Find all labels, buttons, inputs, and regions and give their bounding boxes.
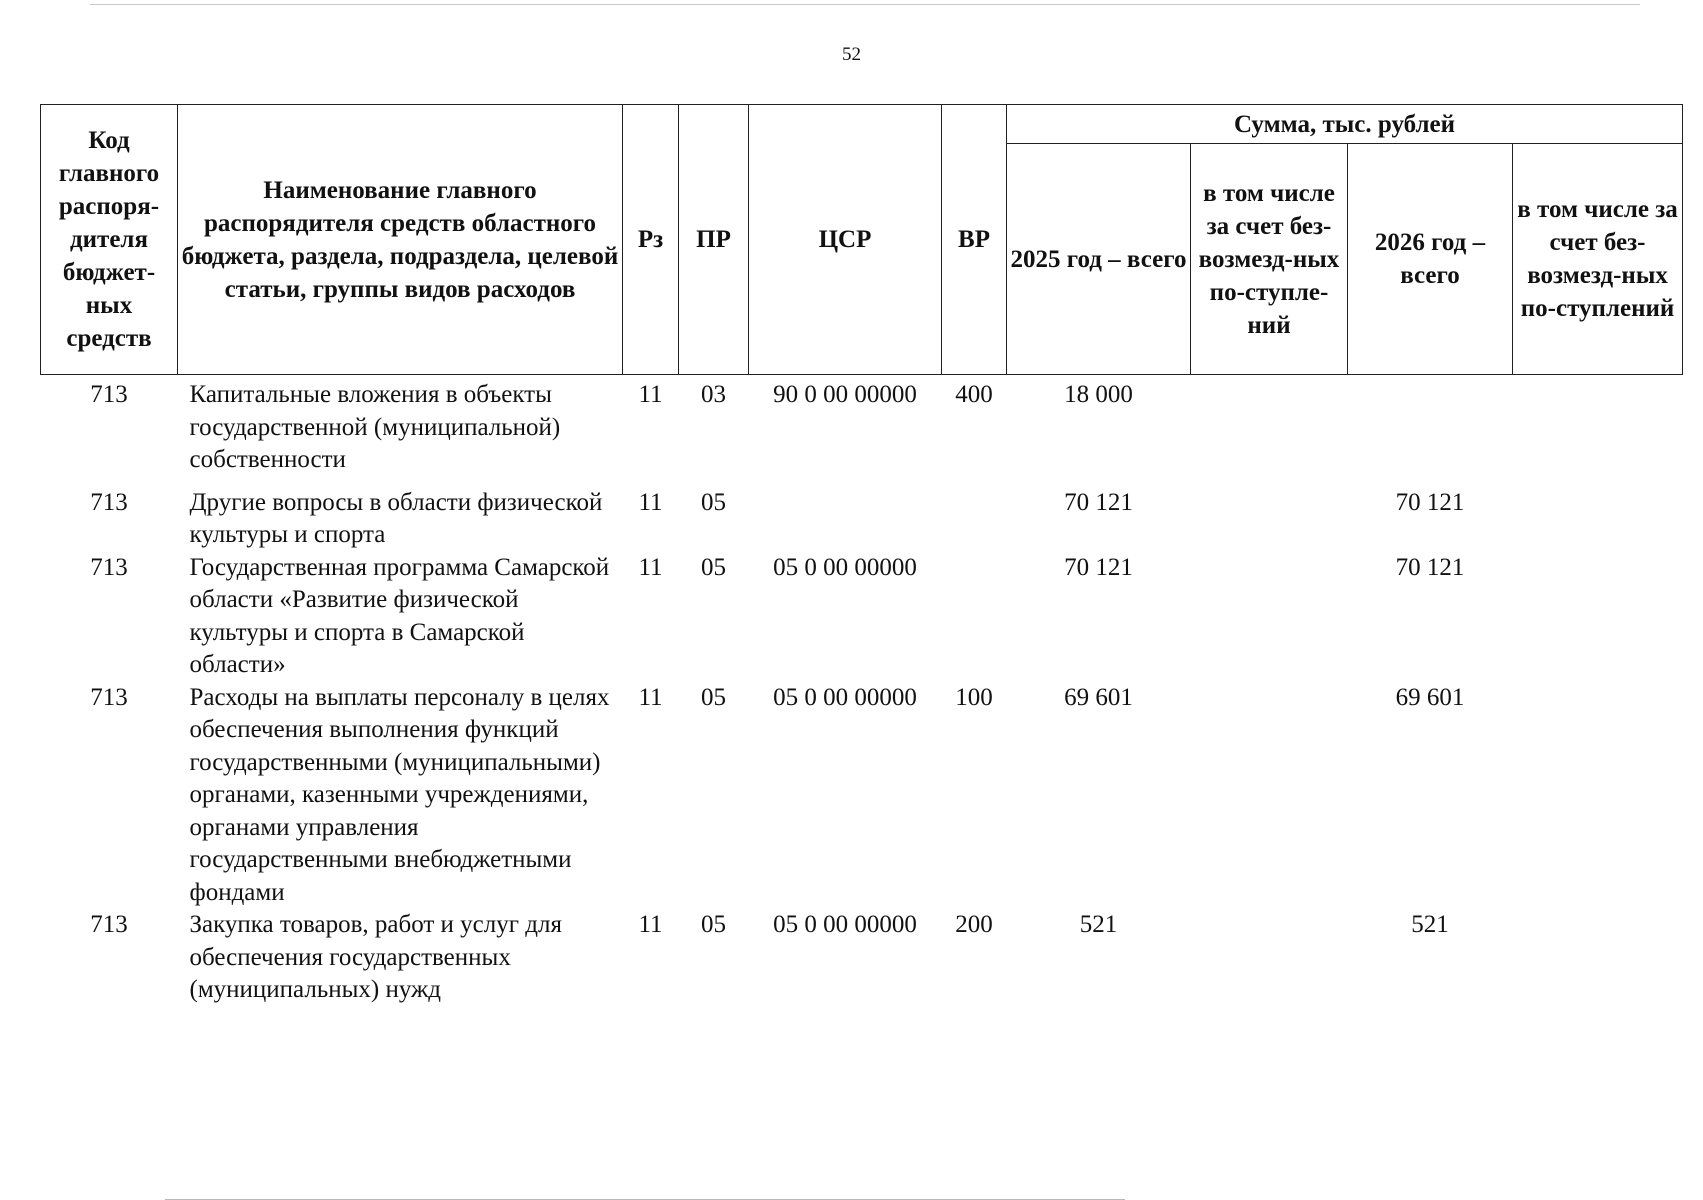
cell-2025-grants bbox=[1191, 552, 1348, 682]
cell-vr: 100 bbox=[955, 683, 993, 711]
cell-2025-grants bbox=[1191, 375, 1348, 487]
cell-pr: 03 bbox=[701, 381, 726, 408]
cell-2025-total: 70 121 bbox=[1064, 488, 1133, 516]
cell-name: Расходы на выплаты персоналу в целях обеспечения выполнения функций государственными (муниципальными) органами, казенными учреждениями, органами управления государственными внебюджетными фондами bbox=[189, 683, 610, 906]
table-row bbox=[41, 552, 1683, 682]
header-2025-grants: в том числе за счет без-возмезд-ных по-ступле-ний bbox=[1191, 144, 1348, 375]
cell-pr: 05 bbox=[701, 911, 726, 938]
cell-pr: 05 bbox=[701, 488, 726, 516]
header-code: Код главного распоря-дителя бюджет-ных средств bbox=[41, 105, 178, 375]
cell-rz: 11 bbox=[638, 553, 663, 581]
cell-code: 713 bbox=[90, 553, 128, 581]
cell-code: 713 bbox=[90, 911, 128, 938]
cell-2025-grants bbox=[1191, 682, 1348, 910]
cell-name: Закупка товаров, работ и услуг для обеспечения государственных (муниципальных) нужд bbox=[189, 911, 562, 1003]
header-sum-group: Сумма, тыс. рублей bbox=[1007, 105, 1683, 144]
header-2025-total: 2025 год – всего bbox=[1007, 144, 1191, 375]
header-name: Наименование главного распорядителя средств областного бюджета, раздела, подраздела, целевой статьи, группы видов расходов bbox=[178, 105, 623, 375]
cell-csr: 90 0 00 00000 bbox=[773, 381, 917, 408]
cell-vr: 400 bbox=[955, 381, 993, 408]
cell-2026-grants bbox=[1513, 487, 1683, 552]
header-rz: Рз bbox=[623, 105, 679, 375]
cell-csr: 05 0 00 00000 bbox=[773, 553, 917, 581]
cell-csr: 05 0 00 00000 bbox=[773, 683, 917, 711]
header-csr: ЦСР bbox=[749, 105, 942, 375]
cell-pr: 05 bbox=[701, 683, 726, 711]
scan-edge-line bbox=[90, 4, 1640, 5]
cell-csr bbox=[749, 487, 942, 552]
cell-rz: 11 bbox=[638, 381, 663, 408]
page-number: 52 bbox=[842, 44, 861, 65]
cell-2025-grants bbox=[1191, 487, 1348, 552]
table-row bbox=[41, 909, 1683, 1007]
table-row bbox=[41, 682, 1683, 910]
cell-csr: 05 0 00 00000 bbox=[773, 911, 917, 938]
header-2026-grants: в том числе за счет без-возмезд-ных по-ступлений bbox=[1513, 144, 1683, 375]
header-pr: ПР bbox=[679, 105, 749, 375]
cell-2025-total: 521 bbox=[1079, 911, 1118, 938]
cell-rz: 11 bbox=[638, 683, 663, 711]
cell-name: Государственная программа Самарской области «Развитие физической культуры и спорта в Самарской области» bbox=[189, 553, 610, 678]
budget-table bbox=[40, 104, 1683, 1007]
cell-code: 713 bbox=[90, 683, 128, 711]
cell-code: 713 bbox=[90, 488, 128, 516]
cell-name: Другие вопросы в области физической культуры и спорта bbox=[189, 488, 603, 548]
cell-code: 713 bbox=[90, 381, 128, 408]
cell-vr bbox=[942, 552, 1007, 682]
cell-2026-total: 521 bbox=[1411, 911, 1449, 938]
cell-vr: 200 bbox=[955, 911, 993, 938]
header-2026-total: 2026 год – всего bbox=[1348, 144, 1513, 375]
cell-vr bbox=[942, 487, 1007, 552]
cell-name: Капитальные вложения в объекты государственной (муниципальной) собственности bbox=[189, 381, 561, 473]
cell-2025-grants bbox=[1191, 909, 1348, 1007]
cell-2026-total bbox=[1348, 375, 1513, 487]
table-row bbox=[41, 487, 1683, 552]
cell-2026-grants bbox=[1513, 375, 1683, 487]
header-vr: ВР bbox=[942, 105, 1007, 375]
cell-2025-total: 69 601 bbox=[1064, 683, 1133, 711]
cell-2026-total: 69 601 bbox=[1395, 683, 1465, 711]
cell-2026-total: 70 121 bbox=[1395, 488, 1465, 516]
cell-2025-total: 18 000 bbox=[1064, 381, 1133, 408]
cell-2025-total: 70 121 bbox=[1064, 553, 1133, 581]
cell-pr: 05 bbox=[701, 553, 726, 581]
table-row bbox=[41, 375, 1683, 487]
cell-2026-total: 70 121 bbox=[1395, 553, 1465, 581]
cell-2026-grants bbox=[1513, 682, 1683, 910]
cell-2026-grants bbox=[1513, 552, 1683, 682]
cell-rz: 11 bbox=[638, 911, 663, 938]
cell-2026-grants bbox=[1513, 909, 1683, 1007]
cell-rz: 11 bbox=[638, 488, 663, 516]
